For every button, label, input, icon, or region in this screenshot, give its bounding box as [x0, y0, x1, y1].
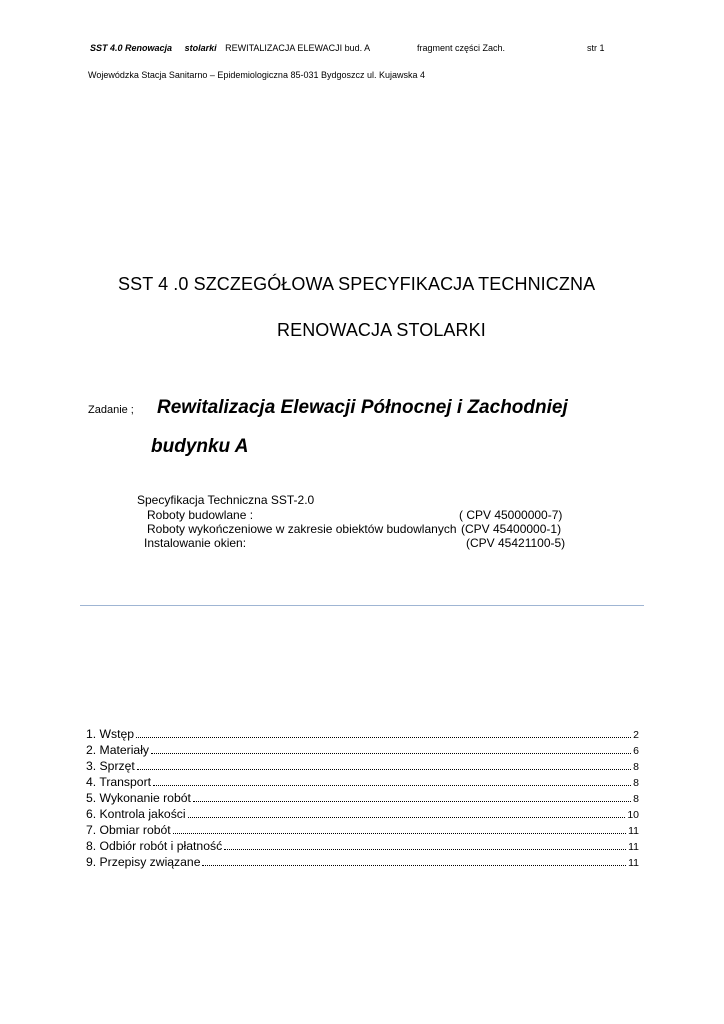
toc-entry-page: 8 [633, 777, 639, 789]
toc-entry-label: 8. Odbiór robót i płatność [86, 839, 223, 853]
toc-entry-page: 10 [627, 809, 639, 821]
toc-entry-label: 2. Materiały [86, 743, 149, 757]
spec-label-0: Roboty budowlane : [147, 508, 254, 522]
toc-entry[interactable] [86, 741, 639, 757]
toc-entry[interactable] [86, 821, 639, 837]
toc-entry-label: 3. Sprzęt [86, 759, 135, 773]
toc-entry[interactable] [86, 853, 639, 869]
task-title-line2: budynku A [151, 436, 249, 457]
header-line1 [90, 43, 370, 53]
toc-leader-dots [202, 865, 626, 866]
header-title: REWITALIZACJA ELEWACJI bud. A [225, 43, 371, 53]
toc-entry-page: 8 [633, 793, 639, 805]
spec-label-1: Roboty wykończeniowe w zakresie obiektów budowlanych [147, 522, 457, 536]
spec-label-2: Instalowanie okien: [144, 536, 247, 550]
toc-leader-dots [136, 737, 631, 738]
toc-entry[interactable] [86, 757, 639, 773]
toc-leader-dots [151, 753, 631, 754]
toc-leader-dots [173, 833, 626, 834]
toc-leader-dots [193, 801, 631, 802]
toc-entry[interactable] [86, 805, 639, 821]
header-code: SST 4.0 Renowacja [90, 43, 173, 53]
toc-entry-page: 8 [633, 761, 639, 773]
spec-code-2: (CPV 45421100-5) [466, 536, 566, 550]
header-page-number: str 1 [587, 43, 605, 53]
task-label: Zadanie ; [88, 404, 134, 416]
document-title: SST 4 .0 SZCZEGÓŁOWA SPECYFIKACJA TECHNICZNA [118, 274, 596, 294]
toc-entry[interactable] [86, 837, 639, 853]
toc-entry-label: 4. Transport [86, 775, 152, 789]
toc-entry-page: 11 [628, 825, 639, 837]
toc-entry-label: 1. Wstęp [86, 727, 135, 741]
header-subject: stolarki [184, 43, 217, 53]
document-subtitle: RENOWACJA STOLARKI [277, 320, 486, 340]
spec-heading: Specyfikacja Techniczna SST-2.0 [137, 493, 315, 507]
spec-code-0: ( CPV 45000000-7) [459, 508, 563, 522]
toc-entry-label: 5. Wykonanie robót [86, 791, 191, 805]
toc-entry[interactable] [86, 789, 639, 805]
toc-leader-dots [137, 769, 631, 770]
toc-entry-page: 6 [633, 745, 639, 757]
toc-entry-page: 11 [628, 841, 639, 853]
toc-entry-page: 11 [628, 857, 639, 869]
toc-entry-label: 7. Obmiar robót [86, 823, 171, 837]
horizontal-divider [80, 605, 644, 606]
toc-leader-dots [188, 817, 626, 818]
toc-leader-dots [153, 785, 631, 786]
header-fragment: fragment części Zach. [417, 43, 506, 53]
spec-code-1: (CPV 45400000-1) [461, 522, 562, 536]
header-line2: Wojewódzka Stacja Sanitarno – Epidemiologiczna 85-031 Bydgoszcz ul. Kujawska 4 [88, 70, 426, 80]
toc-leader-dots [224, 849, 626, 850]
toc-entry-label: 9. Przepisy związane [86, 855, 201, 869]
toc-entry[interactable] [86, 773, 639, 789]
toc-entry-page: 2 [633, 729, 639, 741]
toc-entry[interactable] [86, 725, 639, 741]
task-title-line1: Rewitalizacja Elewacji Północnej i Zachodniej [157, 397, 568, 418]
toc-entry-label: 6. Kontrola jakości [86, 807, 186, 821]
